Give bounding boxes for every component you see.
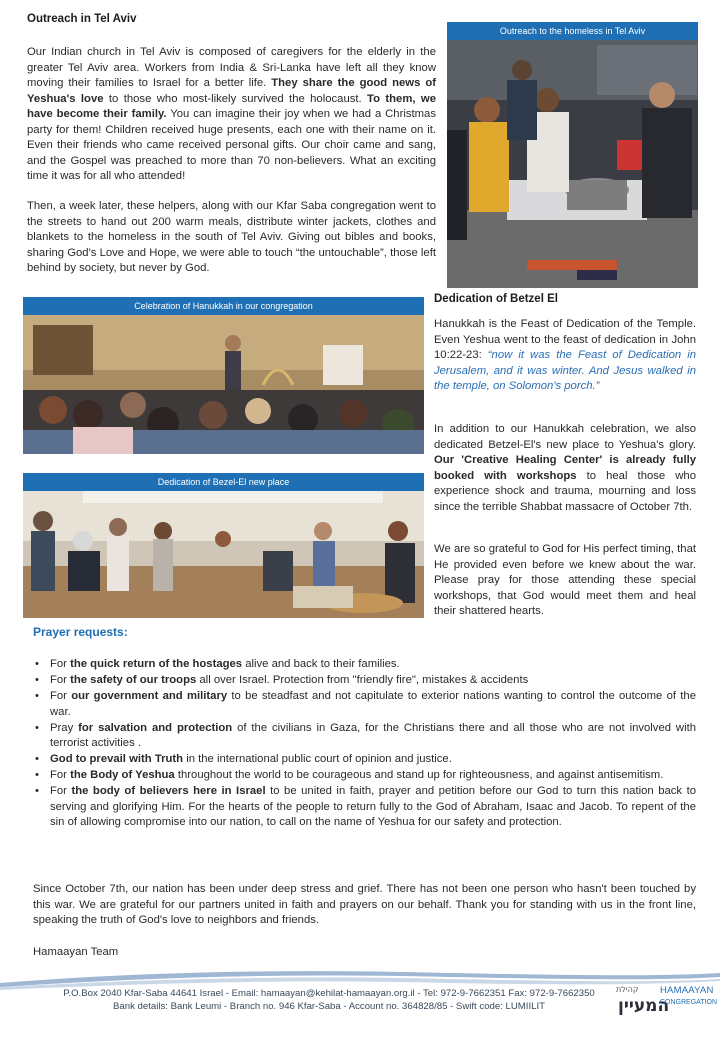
text-run: throughout the world to be courageous and stand up for righteousness, and against antisemitism. (174, 769, 664, 781)
bullet-icon: • (35, 658, 39, 670)
bullet-icon: • (35, 690, 39, 702)
text-run: Pray (50, 721, 79, 734)
bold-text-run: for salvation and protection (78, 721, 233, 734)
text-run: For (50, 769, 71, 781)
outreach-paragraph-1 (27, 45, 436, 185)
bold-text-run: the safety of our troops (70, 674, 197, 686)
prayer-request-item (33, 784, 696, 831)
text-run: to be united in faith, prayer and petition before our God to turn this nation back to serving and glorifying Him. For the hearts of the people to return fully to the God of Abraham, Isaac and Jacob. To repent of the sin of allowing compromise into our nation, to call on the name of Yeshua for our safety and protection. (50, 785, 696, 828)
footer-contact: P.O.Box 2040 Kfar-Saba 44641 Israel - Email: hamaayan@kehilat-hamaayan.org.il - Tel: 972-9-7662351 Fax: 972-9-7662350 (63, 988, 595, 999)
text-run: For (50, 690, 72, 702)
text-run: For (50, 785, 72, 797)
text-run: alive and back to their families. (242, 658, 400, 670)
text-run: in the international public court of opinion and justice. (183, 753, 452, 765)
bullet-icon: • (35, 769, 39, 781)
bullet-icon: • (35, 785, 39, 797)
bold-text-run: God to prevail with Truth (50, 753, 184, 765)
text-run: In addition to our Hanukkah celebration, we also dedicated Betzel-El's new place to Yeshua's glory. (434, 423, 696, 451)
hanukkah-photo-caption: Celebration of Hanukkah in our congregation (23, 297, 424, 315)
homeless-photo-caption: Outreach to the homeless in Tel Aviv (447, 22, 698, 40)
text-run: For (50, 658, 71, 670)
prayer-request-item (33, 721, 696, 752)
hamaayan-logo (616, 983, 718, 1017)
closing-paragraph: Since October 7th, our nation has been under deep stress and grief. There has not been one person who hasn't been touched by this war. We are grateful for our partners united in faith and prayers on our behalf. Thank you for standing with us in the front line, speaking the truth of God's love to neighbors and friends. (33, 883, 696, 926)
prayer-request-item (33, 673, 696, 689)
dedication-paragraph-3: We are so grateful to God for His perfect timing, that He provided even before we knew about the war. Please pray for those attending these special workshops, that God would meet them and heal their shattered hearts. (434, 543, 696, 617)
hanukkah-figure (23, 297, 424, 454)
homeless-outreach-figure (447, 22, 698, 288)
bold-text-run: the quick return of the hostages (70, 658, 243, 670)
dedication-figure (23, 473, 424, 618)
dedication-photo-caption: Dedication of Bezel-El new place (23, 473, 424, 491)
bold-text-run: Our 'Creative Healing Center' is already fully booked with workshops (434, 454, 696, 482)
text-run: to be steadfast and not capitulate to exterior nations wanting to control the outcome of the war. (50, 690, 696, 718)
bold-text-run: the body of believers here in Israel (71, 785, 266, 797)
text-run: of the civilians in Gaza, for the Christians there and all those who are not involved with terrorist activities . (50, 721, 697, 749)
bold-text-run: the Body of Yeshua (70, 769, 175, 781)
prayer-request-item (33, 752, 696, 768)
prayer-requests-title: Prayer requests: (33, 625, 128, 639)
logo-hebrew-small: קהילת (616, 985, 639, 994)
text-run: Our Indian church in Tel Aviv is composed of caregivers for the elderly in the greater Tel Aviv area. Workers from India & Sri-Lanka have left all they know moving their families to Israel for a better life. (27, 46, 436, 89)
text-run: all over Israel. Protection from "friendly fire", mistakes & accidents (196, 674, 529, 686)
dedication-intro-text: Hanukkah is the Feast of Dedication of the Temple. Even Yeshua went to the feast of dedication in John 10:22-23: (434, 318, 696, 361)
bullet-icon: • (35, 753, 39, 765)
logo-hebrew-name: המעיין (618, 996, 670, 1016)
signature: Hamaayan Team (33, 946, 119, 958)
bullet-icon: • (35, 674, 39, 686)
text-run: to those who most-likely survived the holocaust. (103, 92, 368, 105)
text-run: For (50, 674, 71, 686)
prayer-request-item (33, 689, 696, 720)
outreach-paragraph-2: Then, a week later, these helpers, along with our Kfar Saba congregation went to the streets to hand out 200 warm meals, distribute winter jackets, clothes and blankets to the homeless in the south of Tel Aviv. Giving out bibles and books, sharing God's Love and Hope, we were able to touch “the untouchable”, those left behind by society, but never by God. (27, 200, 436, 274)
bold-text-run: To them, we have become their family. (27, 92, 436, 120)
prayer-request-item (33, 768, 696, 784)
scripture-quote: “now it was the Feast of Dedication in Jerusalem, and it was winter. And Jesus walked in the temple, on Solomon's porch.” (434, 349, 696, 392)
prayer-request-item (33, 657, 696, 673)
text-run: You can imagine their joy when we had a Christmas party for them! Children received huge presents, each one with their name on it. Even their friends who came received personal gifts. Our choir came and sang, and the Gospel was preached to more than 70 non-believers. What an exciting time it was for all who attended! (27, 108, 436, 182)
prayer-requests-list (33, 657, 696, 831)
logo-name: HAMAAYAN (660, 985, 714, 996)
bold-text-run: our government and military (71, 690, 228, 702)
dedication-paragraph-1 (434, 317, 696, 395)
homeless-outreach-photo (447, 40, 698, 288)
outreach-title: Outreach in Tel Aviv (27, 13, 137, 25)
bullet-icon: • (35, 721, 39, 734)
logo-subtitle: CONGREGATION (660, 999, 718, 1006)
footer-bank-details: Bank details: Bank Leumi - Branch no. 946 Kfar-Saba - Account no. 364828/85 - Swift code: LUMIILIT (113, 1001, 545, 1012)
hanukkah-photo (23, 315, 424, 454)
text-run: to heal those who experience shock and trauma, mourning and loss since the terrible Shabbat massacre of October 7th. (434, 469, 696, 513)
dedication-title: Dedication of Betzel El (434, 293, 558, 305)
dedication-paragraph-2 (434, 422, 696, 515)
bold-text-run: They share the good news of Yeshua's love (27, 77, 436, 105)
dedication-photo (23, 491, 424, 618)
